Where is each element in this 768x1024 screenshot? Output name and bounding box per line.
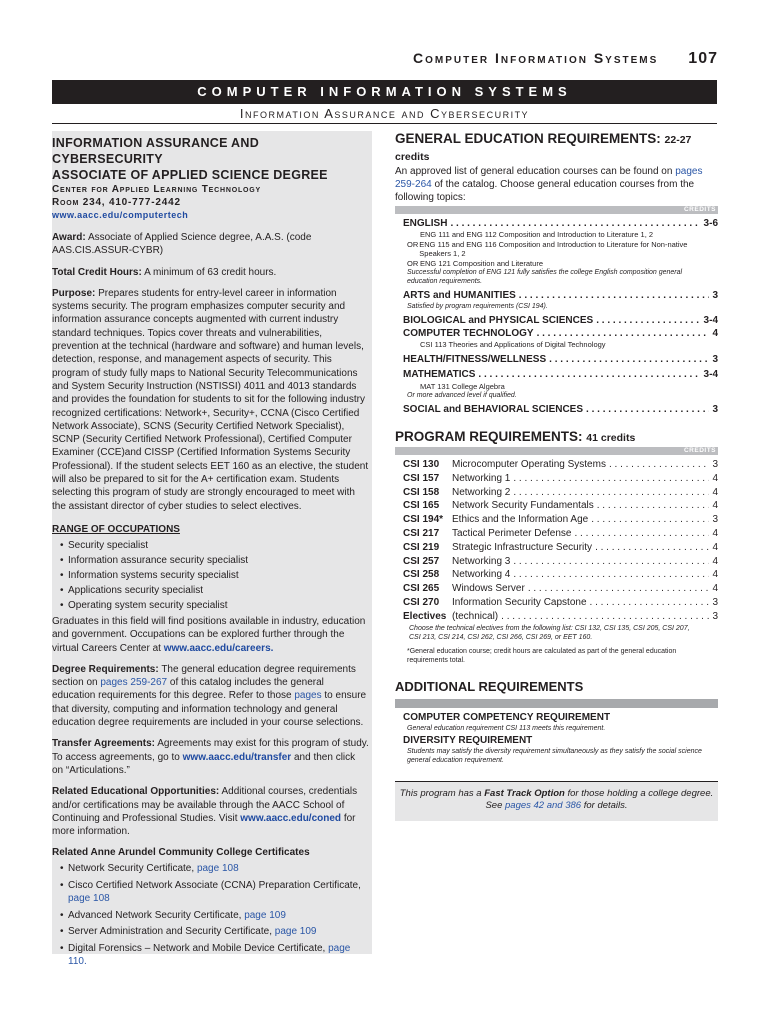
pages-link[interactable]: pages	[294, 690, 322, 702]
course-code: CSI 257	[403, 555, 440, 567]
course-credits: 3	[712, 610, 718, 622]
room-phone: Room 234, 410-777-2442	[52, 197, 181, 208]
program-footnote: *General education course; credit hours are calculated as part of the general education requirements total.	[407, 647, 677, 664]
dot-leader	[537, 327, 710, 340]
diversity-note: Students may satisfy the diversity requirement simultaneously as they satisfy the social science general education requirement.	[407, 747, 702, 764]
purpose-text: Prepares students for entry-level career in information systems security. The program emphasizes computer security and information assurance concepts augmented with current industry standard techniques. Topics cover threats and vulnerabilities, prevention at the technical (hardware and software) and human levels, detection, response, and management aspects of security. This program of study fully maps to National Security Telecommunications and System Security Instruction (NSTISSI) 4011 and 4013 standards and provides the foundation for students to sit for the following industry recognized certifications: Network+, Security+, CCNA (Cisco Certified Network Associate), SCNS (Security Certified Network Specialist), SCNP (Security Certified Network Professional), Certified Computer Examiner (CCE)and CISSP (Certified Information Systems Security Professional). If the student selects EET 160 as an elective, the student will also be prepared to sit for the A+ certification exam. Students selecting this program of study are strongly encouraged to meet with the assistant director of cyber studies to select electives.	[52, 287, 369, 512]
course-code: CSI 194*	[403, 514, 444, 526]
table-row	[395, 458, 718, 472]
course-code: CSI 165	[403, 500, 440, 512]
award-text: Associate of Applied Science degree, A.A.S. (code AAS.CIS.ASSUR-CYBR)	[52, 232, 312, 257]
list-item: • Security specialist	[60, 538, 369, 553]
course-title: Networking 3	[452, 555, 511, 567]
cert-page-link[interactable]: page 108	[68, 893, 110, 905]
cert-page-link[interactable]: page 109	[244, 909, 286, 921]
electives-note: Choose the technical electives from the following list: CSI 132, CSI 135, CSI 205, CSI 207, CSI 213, CSI 214, CSI 262, CSI 266, CSI 269, or EET 160.	[409, 624, 690, 641]
list-item	[60, 879, 369, 906]
dot-leader	[513, 568, 709, 582]
course-credits: 3	[712, 514, 718, 526]
dot-leader	[591, 513, 709, 527]
purpose-paragraph	[52, 287, 369, 513]
program-heading-text: PROGRAM REQUIREMENTS:	[395, 429, 583, 444]
course-code: CSI 157	[403, 472, 440, 484]
program-heading	[395, 429, 718, 446]
fast-track-pages-link[interactable]: pages 42 and 386	[505, 800, 582, 812]
math-note: Or more advanced level if qualified.	[407, 392, 517, 399]
english-option-2	[395, 240, 718, 259]
gen-ed-heading	[395, 131, 718, 165]
option-text: ENG 121 Composition and Literature	[420, 258, 543, 268]
list-item: • Operating system security specialist	[60, 598, 369, 613]
transfer-label: Transfer Agreements:	[52, 738, 155, 750]
certificates-list	[60, 862, 369, 969]
degree-requirements-paragraph	[52, 663, 369, 729]
degree-title-line2: ASSOCIATE OF APPLIED SCIENCE DEGREE	[52, 168, 328, 182]
course-title: Information Security Capstone	[452, 596, 587, 608]
course-credits: 4	[712, 541, 718, 553]
fast-track-text-2: for those holding a college degree.	[567, 787, 714, 799]
gen-ed-intro-text-2: of the catalog. Choose general education courses from the following topics:	[395, 179, 695, 203]
computer-competency-note: General education requirement CSI 113 meets this requirement.	[407, 724, 606, 732]
divider	[395, 699, 718, 708]
english-option-3	[395, 259, 718, 269]
cert-page-link[interactable]: page 108	[196, 863, 239, 875]
list-item: • Information assurance security specialist	[60, 553, 369, 568]
cert-page-link[interactable]: page 109	[274, 926, 317, 938]
computer-competency-heading: COMPUTER COMPETENCY REQUIREMENT	[403, 711, 611, 723]
award-label: Award:	[52, 232, 86, 243]
running-head-title: Computer Information Systems	[413, 50, 659, 66]
dot-leader	[519, 289, 710, 302]
course-credits: 4	[712, 500, 718, 512]
arts-note: Satisfied by program requirements (CSI 194).	[407, 303, 548, 310]
credits-header-bar: CREDITS	[395, 206, 718, 214]
or-label: OR	[407, 258, 419, 268]
program-overview-panel	[52, 131, 372, 968]
gen-ed-pages-link[interactable]: pages 259-267	[100, 677, 168, 689]
list-item	[60, 925, 369, 939]
running-head	[400, 50, 718, 68]
cert-name: Digital Forensics – Network and Mobile Device Certificate,	[68, 942, 326, 954]
table-row	[395, 568, 718, 582]
req-computer-tech	[395, 327, 718, 340]
math-course: MAT 131 College Algebra	[420, 381, 505, 391]
dot-leader	[575, 527, 710, 541]
dot-leader	[501, 610, 709, 624]
table-row	[395, 596, 718, 610]
table-row	[395, 486, 718, 500]
course-code: CSI 217	[403, 527, 440, 539]
cert-page-link[interactable]: page 110.	[68, 942, 351, 968]
related-opportunities-label: Related Educational Opportunities:	[52, 786, 220, 798]
req-name: COMPUTER TECHNOLOGY	[403, 328, 534, 339]
gen-ed-heading-text: GENERAL EDUCATION REQUIREMENTS:	[395, 131, 661, 146]
or-label: OR	[407, 239, 419, 249]
page-number: 107	[688, 50, 718, 67]
req-english	[395, 217, 718, 230]
table-row	[395, 499, 718, 513]
dot-leader	[609, 458, 709, 472]
cert-name: Advanced Network Security Certificate,	[68, 909, 242, 921]
related-opportunities-paragraph	[52, 785, 369, 838]
coned-link[interactable]: www.aacc.edu/coned	[240, 812, 342, 824]
fast-track-option: Fast Track Option	[484, 787, 565, 799]
req-credits: 3-6	[703, 218, 718, 229]
dot-leader	[597, 499, 710, 513]
table-row	[395, 555, 718, 569]
course-code: Electives	[403, 610, 447, 622]
list-item	[60, 909, 369, 923]
list-item	[60, 862, 369, 876]
computer-tech-course: CSI 113 Theories and Applications of Digital Technology	[420, 340, 606, 349]
purpose-label: Purpose:	[52, 287, 96, 299]
table-row	[395, 582, 718, 596]
req-math	[395, 368, 718, 381]
program-credits: 41 credits	[586, 432, 636, 444]
degree-requirements-text-2: of this catalog includes the general education requirements for this degree. Refer to those	[52, 677, 324, 702]
course-title: Windows Server	[452, 583, 525, 595]
course-title: Tactical Perimeter Defense	[452, 527, 572, 539]
course-code: CSI 265	[403, 583, 440, 595]
dot-leader	[513, 472, 709, 486]
dot-leader	[528, 582, 710, 596]
req-arts	[395, 289, 718, 302]
program-courses-table	[395, 458, 718, 624]
course-title: Networking 2	[452, 486, 511, 498]
gen-ed-intro-text: An approved list of general education courses can be found on	[395, 166, 673, 177]
req-health	[395, 353, 718, 366]
related-opportunities-text: Additional courses, credentials and/or certifications may be available through the AACC School of Continuing and Professional Studies. Visit	[52, 786, 358, 824]
req-credits: 3-4	[703, 368, 718, 380]
req-name: ENGLISH	[403, 218, 448, 229]
course-code: CSI 158	[403, 486, 440, 498]
req-social	[395, 403, 718, 416]
award-paragraph	[52, 231, 369, 258]
diversity-heading: DIVERSITY REQUIREMENT	[403, 734, 533, 746]
dot-leader	[513, 555, 709, 569]
option-text: ENG 115 and ENG 116 Composition and Introduction to Literature for Non-native Speakers 1, 2	[419, 239, 688, 258]
fast-track-callout	[395, 781, 718, 821]
list-item: • Applications security specialist	[60, 583, 369, 598]
req-name: SOCIAL and BEHAVIORAL SCIENCES	[403, 404, 584, 415]
dot-leader	[549, 353, 709, 366]
req-name: ARTS and HUMANITIES	[403, 290, 516, 301]
certificates-heading: Related Anne Arundel Community College Certificates	[52, 847, 310, 859]
dot-leader	[595, 541, 709, 555]
course-title: Networking 1	[452, 472, 511, 484]
section-subbanner: Information Assurance and Cybersecurity	[52, 104, 717, 124]
transfer-paragraph	[52, 737, 369, 777]
course-credits: 4	[712, 583, 718, 595]
gen-ed-pages-link[interactable]: pages 259-264	[395, 166, 703, 190]
graduates-text: Graduates in this field will find positions available in industry, education and government. Occupations can be explored further through the virtual Careers Center at	[52, 615, 366, 654]
occupations-heading: RANGE OF OCCUPATIONS	[52, 523, 180, 535]
dot-leader	[590, 596, 710, 610]
credits-header-bar: CREDITS	[395, 447, 718, 455]
table-row	[395, 610, 718, 624]
section-banner: COMPUTER INFORMATION SYSTEMS	[52, 80, 717, 104]
course-credits: 4	[712, 569, 718, 581]
course-credits: 3	[712, 459, 718, 470]
english-option-1: ENG 111 and ENG 112 Composition and Introduction to Literature 1, 2	[420, 230, 654, 239]
course-credits: 3	[712, 596, 718, 608]
cert-name: Network Security Certificate,	[68, 863, 195, 875]
course-credits: 4	[712, 527, 718, 539]
careers-link[interactable]: www.aacc.edu/careers.	[163, 642, 274, 654]
course-code: CSI 270	[403, 596, 440, 608]
req-name: MATHEMATICS	[403, 368, 476, 380]
fast-track-text-3: See	[485, 800, 503, 812]
table-row	[395, 472, 718, 486]
center-name: Center for Applied Learning Technology	[52, 184, 261, 195]
course-code: CSI 258	[403, 569, 440, 581]
req-name: HEALTH/FITNESS/WELLNESS	[403, 353, 547, 365]
occupations-list	[60, 538, 369, 613]
dot-leader	[513, 486, 709, 500]
dot-leader	[478, 368, 700, 381]
course-title: Ethics and the Information Age	[452, 514, 589, 526]
req-bio	[395, 314, 718, 327]
graduates-paragraph	[52, 615, 369, 655]
related-opportunities-text-2: for more information.	[52, 812, 356, 838]
fast-track-text: This program has a	[399, 787, 482, 799]
degree-title-line1: INFORMATION ASSURANCE AND CYBERSECURITY	[52, 136, 260, 166]
req-credits: 3-4	[703, 315, 718, 326]
dot-leader	[450, 217, 700, 230]
degree-requirements-label: Degree Requirements:	[52, 663, 159, 675]
req-name: BIOLOGICAL and PHYSICAL SCIENCES	[403, 315, 594, 326]
course-code: CSI 219	[403, 541, 440, 553]
credit-hours-paragraph	[52, 266, 369, 279]
fast-track-text-4: for details.	[583, 800, 628, 812]
table-row	[395, 541, 718, 555]
gen-ed-credits: 22-27 credits	[395, 134, 692, 163]
additional-heading: ADDITIONAL REQUIREMENTS	[395, 678, 584, 694]
transfer-text: Agreements may exist for this program of study. To access agreements, go to	[52, 738, 369, 763]
english-note: Successful completion of ENG 121 fully satisfies the college English composition general education requirements.	[407, 269, 683, 285]
table-row	[395, 513, 718, 527]
course-credits: 4	[712, 555, 718, 567]
transfer-text-2: and then click on “Articulations.”	[52, 751, 356, 776]
computertech-link[interactable]: www.aacc.edu/computertech	[52, 210, 189, 220]
degree-requirements-text: The general education degree requirements section on	[52, 663, 356, 689]
dot-leader	[596, 314, 700, 327]
gen-ed-intro	[395, 165, 718, 204]
course-title: Networking 4	[452, 569, 511, 581]
cert-name: Server Administration and Security Certificate,	[68, 926, 272, 938]
req-credits: 3	[712, 290, 718, 301]
req-credits: 4	[712, 328, 718, 339]
credit-hours-label: Total Credit Hours:	[52, 266, 142, 278]
requirements-column	[395, 131, 718, 821]
course-credits: 4	[712, 472, 718, 484]
course-credits: 4	[712, 486, 718, 498]
list-item	[60, 942, 369, 969]
table-row	[395, 527, 718, 541]
req-credits: 3	[712, 404, 718, 415]
cert-name: Cisco Certified Network Associate (CCNA) Preparation Certificate,	[68, 879, 361, 891]
course-code: CSI 130	[403, 459, 440, 470]
credit-hours-text: A minimum of 63 credit hours.	[144, 266, 277, 278]
course-title: Network Security Fundamentals	[452, 500, 594, 512]
req-credits: 3	[712, 353, 718, 365]
transfer-link[interactable]: www.aacc.edu/transfer	[182, 751, 292, 763]
course-title: Strategic Infrastructure Security	[452, 541, 593, 553]
course-title: Microcomputer Operating Systems	[452, 459, 606, 470]
list-item: • Information systems security specialist	[60, 568, 369, 583]
dot-leader	[586, 403, 709, 416]
degree-requirements-text-3: to ensure that diversity, computing and information technology and general education degree requirements are included in your course selections.	[52, 690, 367, 729]
course-title: (technical)	[452, 610, 499, 622]
